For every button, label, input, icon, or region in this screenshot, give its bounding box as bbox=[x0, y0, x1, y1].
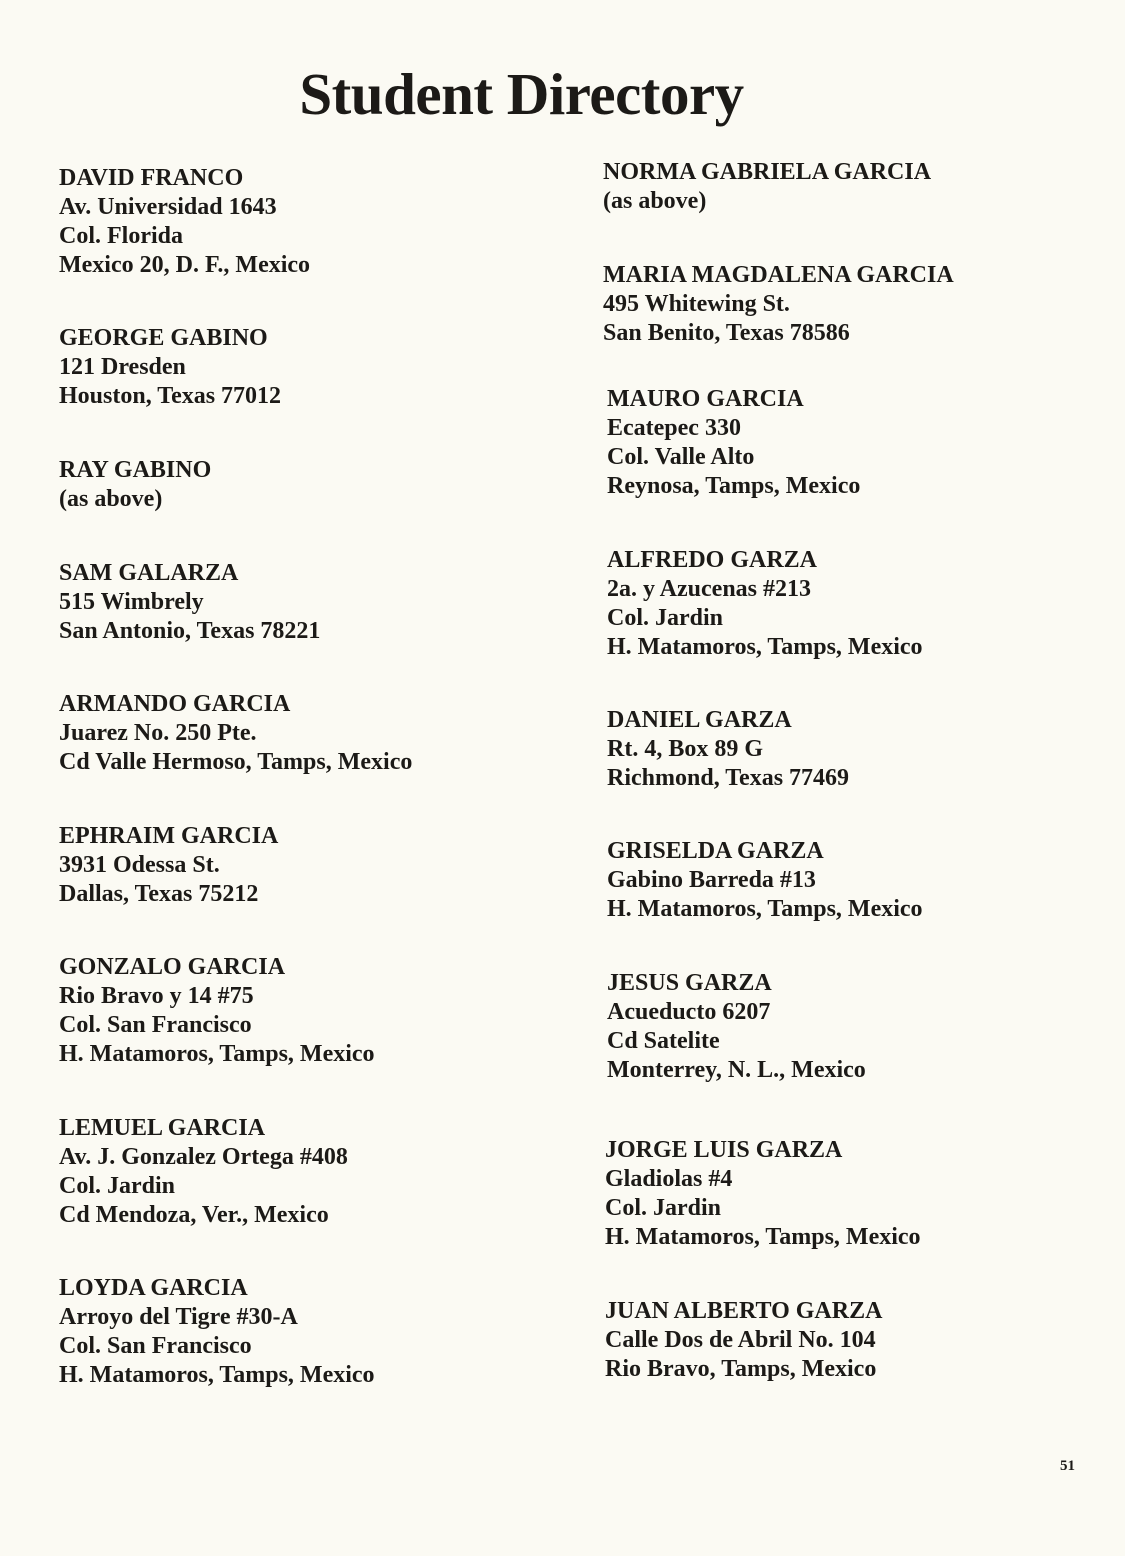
student-name: GEORGE GABINO bbox=[59, 325, 268, 351]
student-name: ALFREDO GARZA bbox=[607, 547, 818, 573]
student-name: JESUS GARZA bbox=[607, 970, 772, 996]
directory-entry bbox=[607, 706, 849, 793]
address-line: Reynosa, Tamps, Mexico bbox=[607, 473, 861, 499]
address-line: Monterrey, N. L., Mexico bbox=[607, 1057, 866, 1083]
address-line: Rt. 4, Box 89 G bbox=[607, 736, 763, 762]
address-line: Cd Valle Hermoso, Tamps, Mexico bbox=[59, 749, 413, 775]
address-line: Col. Valle Alto bbox=[607, 444, 755, 470]
directory-entry bbox=[607, 385, 860, 501]
address-line: (as above) bbox=[59, 486, 163, 512]
address-line: San Antonio, Texas 78221 bbox=[59, 618, 321, 644]
address-line: H. Matamoros, Tamps, Mexico bbox=[607, 896, 923, 922]
address-line: H. Matamoros, Tamps, Mexico bbox=[607, 634, 923, 660]
address-line: H. Matamoros, Tamps, Mexico bbox=[605, 1224, 921, 1250]
directory-entry bbox=[607, 837, 923, 924]
address-line: Cd Mendoza, Ver., Mexico bbox=[59, 1202, 329, 1228]
directory-entry bbox=[59, 324, 281, 411]
address-line: Gladiolas #4 bbox=[605, 1166, 733, 1192]
address-line: Richmond, Texas 77469 bbox=[607, 765, 850, 791]
directory-entry bbox=[59, 822, 278, 909]
address-line: 3931 Odessa St. bbox=[59, 852, 220, 878]
directory-entry bbox=[603, 261, 954, 348]
address-line: Av. Universidad 1643 bbox=[59, 194, 277, 220]
student-name: GRISELDA GARZA bbox=[607, 838, 824, 864]
address-line: Juarez No. 250 Pte. bbox=[59, 720, 257, 746]
address-line: Dallas, Texas 75212 bbox=[59, 881, 259, 907]
directory-entry bbox=[59, 559, 320, 646]
directory-entry bbox=[603, 158, 931, 216]
directory-entry bbox=[59, 953, 375, 1069]
address-line: Ecatepec 330 bbox=[607, 415, 741, 441]
address-line: Col. San Francisco bbox=[59, 1333, 252, 1359]
page-number: 51 bbox=[1060, 1458, 1075, 1474]
directory-entry bbox=[59, 164, 310, 280]
address-line: Col. Jardin bbox=[607, 605, 724, 631]
address-line: H. Matamoros, Tamps, Mexico bbox=[59, 1362, 375, 1388]
directory-entry bbox=[59, 456, 211, 514]
student-name: EPHRAIM GARCIA bbox=[59, 823, 279, 849]
address-line: 121 Dresden bbox=[59, 354, 186, 380]
directory-entry bbox=[59, 1274, 375, 1390]
directory-entry bbox=[605, 1297, 882, 1384]
directory-entry bbox=[607, 969, 866, 1085]
address-line: Calle Dos de Abril No. 104 bbox=[605, 1327, 876, 1353]
student-name: NORMA GABRIELA GARCIA bbox=[603, 159, 932, 185]
directory-entry bbox=[605, 1136, 921, 1252]
address-line: Col. Jardin bbox=[605, 1195, 722, 1221]
address-line: Col. San Francisco bbox=[59, 1012, 252, 1038]
address-line: Cd Satelite bbox=[607, 1028, 720, 1054]
student-name: ARMANDO GARCIA bbox=[59, 691, 291, 717]
address-line: Rio Bravo y 14 #75 bbox=[59, 983, 254, 1009]
student-name: MAURO GARCIA bbox=[607, 386, 804, 412]
address-line: (as above) bbox=[603, 188, 707, 214]
student-name: JUAN ALBERTO GARZA bbox=[605, 1298, 883, 1324]
student-name: LEMUEL GARCIA bbox=[59, 1115, 266, 1141]
address-line: Acueducto 6207 bbox=[607, 999, 771, 1025]
student-name: RAY GABINO bbox=[59, 457, 212, 483]
address-line: Houston, Texas 77012 bbox=[59, 383, 282, 409]
address-line: Av. J. Gonzalez Ortega #408 bbox=[59, 1144, 348, 1170]
student-name: LOYDA GARCIA bbox=[59, 1275, 248, 1301]
address-line: 2a. y Azucenas #213 bbox=[607, 576, 811, 602]
address-line: Rio Bravo, Tamps, Mexico bbox=[605, 1356, 877, 1382]
directory-entry bbox=[59, 690, 412, 777]
page-title: Student Directory bbox=[299, 61, 744, 127]
student-name: GONZALO GARCIA bbox=[59, 954, 286, 980]
student-name: MARIA MAGDALENA GARCIA bbox=[603, 262, 954, 288]
student-name: DANIEL GARZA bbox=[607, 707, 792, 733]
directory-entry bbox=[607, 546, 923, 662]
student-name: DAVID FRANCO bbox=[59, 165, 244, 191]
address-line: Col. Jardin bbox=[59, 1173, 176, 1199]
address-line: Mexico 20, D. F., Mexico bbox=[59, 252, 311, 278]
address-line: H. Matamoros, Tamps, Mexico bbox=[59, 1041, 375, 1067]
address-line: Col. Florida bbox=[59, 223, 183, 249]
address-line: Gabino Barreda #13 bbox=[607, 867, 816, 893]
student-name: SAM GALARZA bbox=[59, 560, 239, 586]
student-name: JORGE LUIS GARZA bbox=[605, 1137, 843, 1163]
address-line: San Benito, Texas 78586 bbox=[603, 320, 850, 346]
address-line: 515 Wimbrely bbox=[59, 589, 204, 615]
address-line: Arroyo del Tigre #30-A bbox=[59, 1304, 298, 1330]
address-line: 495 Whitewing St. bbox=[603, 291, 790, 317]
directory-entry bbox=[59, 1114, 348, 1230]
